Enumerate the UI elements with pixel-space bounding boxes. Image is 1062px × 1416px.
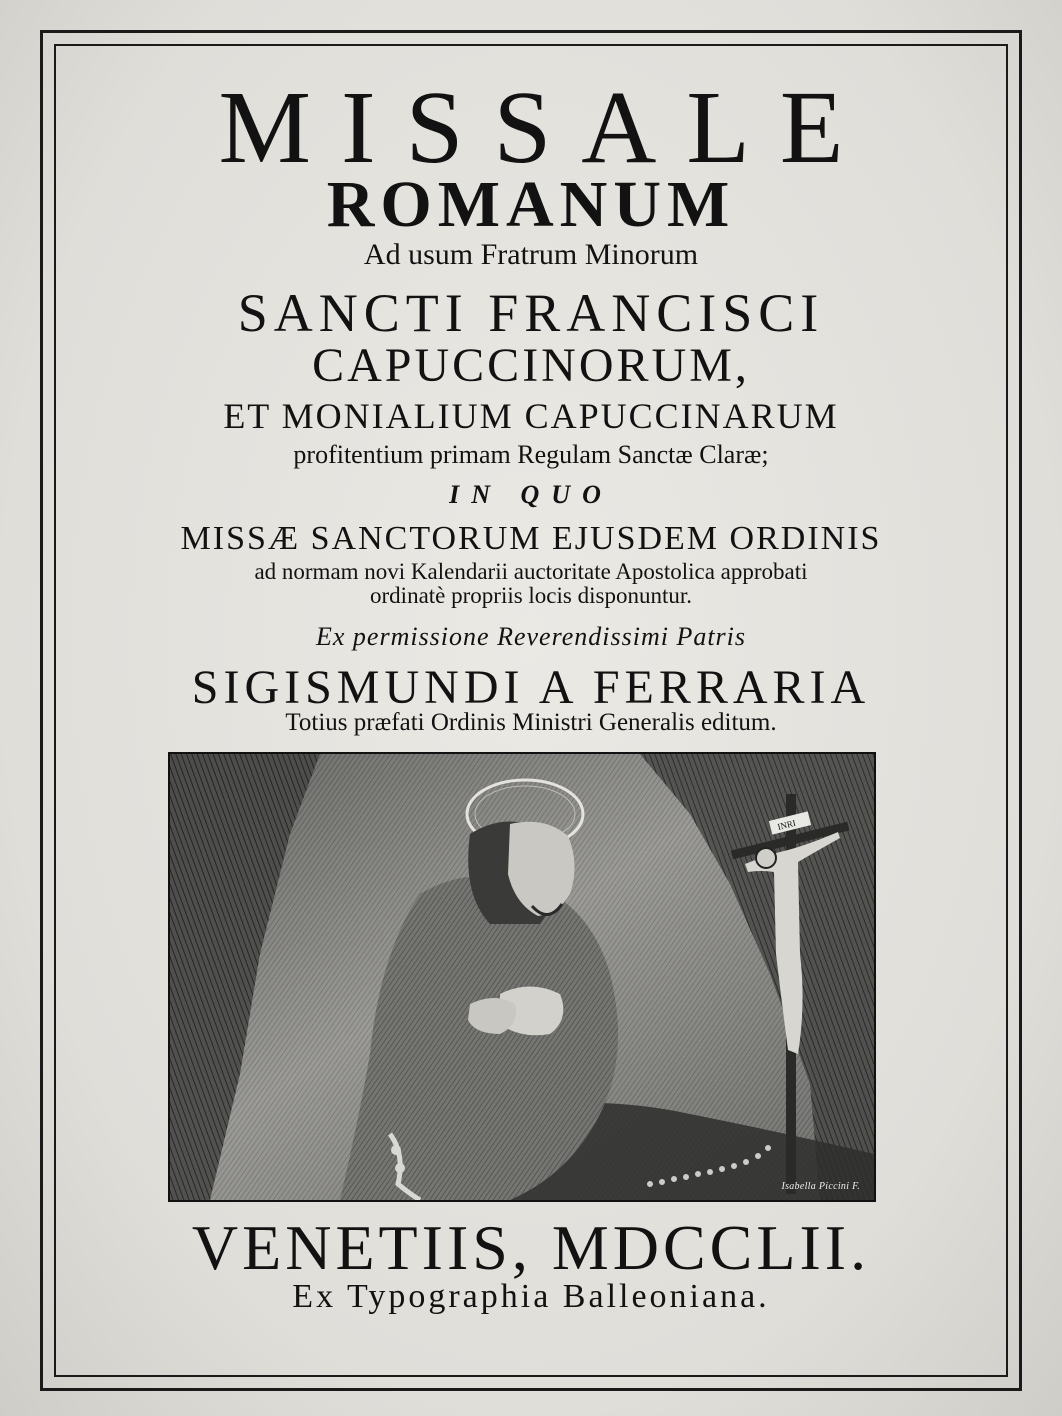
line-ad-normam: ad normam novi Kalendarii auctoritate Apostolica approbati [254,559,808,584]
line-typographia: Ex Typographia Balleoniana. [292,1278,770,1315]
line-in-quo: IN QUO [449,480,613,509]
engraving-plate [168,752,876,1202]
line-venetiis: VENETIIS, MDCCLII. [191,1212,871,1283]
line-profitentium: profitentium primam Regulam Sanctæ Claræ; [293,440,769,469]
title-romanum: ROMANUM [326,168,736,241]
line-ad-usum: Ad usum Fratrum Minorum [363,238,699,271]
line-sigismundi: SIGISMUNDI A FERRARIA [191,661,871,714]
engraving-saint-francis-crucifix [170,754,874,1200]
line-missae-sanctorum: MISSÆ SANCTORUM EJUSDEM ORDINIS [180,520,882,557]
cross-titulus: INRI [776,817,797,832]
line-monialium: ET MONIALIUM CAPUCCINARUM [223,396,839,436]
line-sancti-francisci: SANCTI FRANCISCI [237,283,825,343]
title-missale: MISSALE [218,70,874,185]
engraver-signature: Isabella Piccini F. [781,1181,860,1192]
line-ex-permissione: Ex permissione Reverendissimi Patris [315,622,747,651]
line-ordinate: ordinatè propriis locis disponuntur. [370,583,692,608]
line-totius: Totius præfati Ordinis Ministri Generalis editum. [285,709,777,736]
line-capuccinorum: CAPUCCINORUM, [312,339,750,392]
